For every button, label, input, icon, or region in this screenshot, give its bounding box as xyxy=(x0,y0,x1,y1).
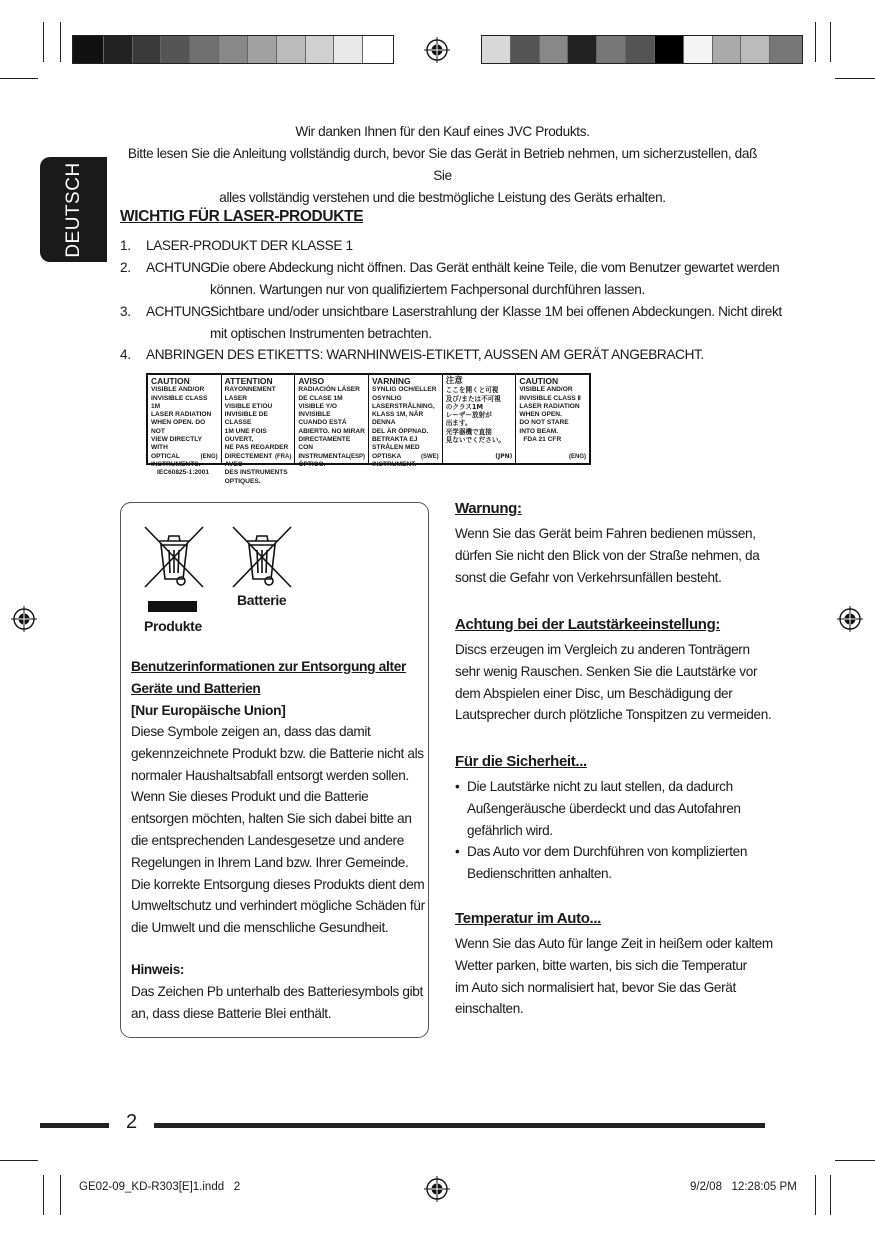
item-number: 2. xyxy=(120,260,131,275)
body-line: Regelungen in Ihrem Land bzw. Ihrer Gemeinde. xyxy=(131,854,409,870)
body-line: gekennzeichnete Produkt bzw. die Batterie nicht als xyxy=(131,745,424,761)
body-line: im Auto sich normalisiert hat, bevor Sie das Gerät xyxy=(455,979,736,995)
warning-label-line: DO NOT STARE xyxy=(519,419,569,427)
warning-label-line: INVISIBLE DE CLASSE xyxy=(224,411,268,427)
warning-label-line: OPTIQUES. xyxy=(224,477,261,485)
solid-bar-mark xyxy=(148,601,197,612)
warning-label-line: OSYNLIG xyxy=(372,394,402,402)
warning-label-cell xyxy=(369,375,443,468)
warning-label-line: OPTICAL INSTRUMENTS. xyxy=(151,452,201,468)
warning-label-line: DIRECTAMENTE xyxy=(298,436,351,444)
warning-label-line: KLASS 1M, NÄR DENNA xyxy=(372,411,424,427)
crop-mark xyxy=(815,1175,816,1215)
crop-mark xyxy=(835,1160,875,1161)
intro-line: Bitte lesen Sie die Anleitung vollständig durch, bevor Sie das Gerät in Betrieb nehmen, um sicherzustellen, daß Sie xyxy=(127,146,758,183)
warning-label-cell xyxy=(222,375,296,485)
warning-label-cell xyxy=(295,375,369,468)
intro-text xyxy=(120,121,765,209)
body-line: Die korrekte Entsorgung dieses Produkts dient dem xyxy=(131,876,425,892)
section-warnung xyxy=(455,500,767,588)
warning-label-line: 及び/または不可視 xyxy=(445,394,501,403)
laser-item-4 xyxy=(120,344,704,366)
warning-label-lang: (JPN) xyxy=(495,452,513,460)
warning-label-line: ABIERTO. NO MIRAR xyxy=(298,427,365,435)
section-heading: Für die Sicherheit... xyxy=(455,753,587,770)
body-line: Das Zeichen Pb unterhalb des Batteriesymbols gibt xyxy=(131,983,423,999)
item-number: 1. xyxy=(120,238,131,253)
crop-mark xyxy=(60,22,61,62)
body-line: entsorgen möchten, halten Sie sich dabei bitte an xyxy=(131,811,412,827)
warning-label-cell xyxy=(443,375,517,463)
warning-label-title: ATTENTION xyxy=(224,376,273,386)
warning-label-line: VISIBLE AND/OR xyxy=(519,386,573,394)
warning-label-title: AVISO xyxy=(298,376,325,386)
body-line: Lautsprecher durch plötzliche Tonspitzen zu vermeiden. xyxy=(455,707,772,723)
note-heading: Hinweis: xyxy=(131,962,185,977)
body-line: normaler Haushaltsabfall entsorgt werden sollen. xyxy=(131,767,409,783)
battery-label: Batterie xyxy=(237,592,287,608)
crop-mark xyxy=(60,1175,61,1215)
warning-label-title: 注意 xyxy=(445,376,463,386)
item-text: LASER-PRODUKT DER KLASSE 1 xyxy=(146,238,353,253)
body-line: Umweltschutz und verhindert mögliche Schäden für xyxy=(131,898,425,914)
crop-mark xyxy=(0,78,38,79)
body-line: Discs erzeugen im Vergleich zu anderen Tonträgern xyxy=(455,642,750,657)
warning-label-line: CUANDO ESTÁ xyxy=(298,419,347,427)
warning-label-line: RADIACIÓN LÁSER xyxy=(298,386,360,394)
warning-label-line: LASER RADIATION xyxy=(519,402,580,410)
crop-mark xyxy=(815,22,816,62)
body-line: Wenn Sie das Gerät beim Fahren bedienen müssen, xyxy=(455,526,756,541)
registration-mark-icon xyxy=(424,37,450,63)
footer-rule-left xyxy=(40,1123,109,1128)
warning-label-line: BETRAKTA EJ xyxy=(372,436,418,444)
disposal-heading-line: Geräte und Batterien xyxy=(131,680,261,696)
slug-file-name: GE02-09_KD-R303[E]1.indd 2 xyxy=(79,1181,241,1193)
registration-mark-icon xyxy=(424,1176,450,1202)
grayscale-color-bar xyxy=(72,35,394,64)
warning-label-line: WHEN OPEN. xyxy=(519,411,562,419)
item-text-cont: mit optischen Instrumenten betrachten. xyxy=(210,325,432,341)
section-heading: Achtung bei der Lautstärkeeinstellung: xyxy=(455,616,721,633)
crossed-out-wheelie-bin-icon xyxy=(141,523,207,591)
warning-label-line: DE CLASE 1M xyxy=(298,394,343,402)
intro-line: Wir danken Ihnen für den Kauf eines JVC Produkts. xyxy=(295,124,590,139)
language-tab-label: DEUTSCH xyxy=(62,161,84,258)
disposal-subheading: [Nur Europäische Union] xyxy=(131,702,286,718)
section-body xyxy=(455,776,767,885)
section-heading: Warnung: xyxy=(455,500,522,517)
body-line: gefährlich wird. xyxy=(467,822,553,838)
warning-label-line: INVISIBLE CLASS 1M xyxy=(151,394,208,410)
crossed-out-battery-bin-icon xyxy=(229,523,295,591)
body-line: sehr wenig Rauschen. Senken Sie die Lautstärke vor xyxy=(455,663,758,679)
section-sicherheit xyxy=(455,753,767,885)
warning-label-lang: (ENG) xyxy=(200,453,218,460)
section-body xyxy=(455,933,773,1020)
warning-label-line: INTO BEAM. xyxy=(519,427,559,435)
warning-label-lang: (ESP) xyxy=(349,453,366,460)
warning-label-line: INSTRUMENT. xyxy=(372,460,417,468)
bullet-item xyxy=(455,841,767,885)
warning-label-line: IEC60825-1:2001 xyxy=(157,469,210,477)
body-line: die Umwelt und die menschliche Gesundheit. xyxy=(131,920,389,936)
section-body xyxy=(455,639,772,726)
warning-label-line: VISIBLE ET/OU xyxy=(224,402,273,410)
item-text: Sichtbare und/oder unsichtbare Laserstrahlung der Klasse 1M bei offenen Abdeckungen. Nicht direkt xyxy=(210,304,782,319)
warning-label-cell xyxy=(516,375,589,463)
warning-label-line: レーザー放射が xyxy=(445,411,492,420)
registration-mark-icon xyxy=(11,606,37,632)
warning-label-line: SYNLIG OCH/ELLER xyxy=(372,386,437,394)
warning-label-line: VISIBLE Y/O INVISIBLE xyxy=(298,402,338,419)
section-body xyxy=(455,523,767,588)
slug-timestamp: 9/2/08 12:28:05 PM xyxy=(690,1181,797,1193)
warning-label-lang: (SWE) xyxy=(421,453,439,460)
warning-label-title: VARNING xyxy=(372,376,411,386)
laser-item-2 xyxy=(120,257,780,297)
body-line: Außengeräusche überdeckt und das Autofahren xyxy=(467,800,741,816)
body-line: sonst die Gefahr von Verkehrsunfällen besteht. xyxy=(455,569,722,585)
laser-heading: WICHTIG FÜR LASER-PRODUKTE xyxy=(120,208,364,225)
body-line: die entsprechenden Landesgesetze und andere xyxy=(131,832,404,848)
disposal-note xyxy=(131,959,427,1024)
warning-label-line: 1M UNE FOIS OUVERT, xyxy=(224,427,267,444)
warning-label-line: 光学器機で直接 xyxy=(445,427,492,436)
warning-label-line: RAYONNEMENT LASER xyxy=(224,386,276,402)
body-line: einschalten. xyxy=(455,1001,524,1017)
item-label: ACHTUNG: xyxy=(146,260,215,275)
warning-label-line: DIRECTEMENT AVEC xyxy=(224,452,273,468)
laser-warning-label xyxy=(146,373,591,485)
footer-rule-right xyxy=(154,1123,765,1128)
warning-label-line: VIEW DIRECTLY WITH xyxy=(151,436,202,452)
warning-label-line: 見ないでください。 xyxy=(445,436,506,445)
body-line: dürfen Sie nicht den Blick von der Straße nehmen, da xyxy=(455,547,760,563)
disposal-body xyxy=(131,721,427,939)
warning-label-line: LASER RADIATION xyxy=(151,411,212,419)
body-line: • Das Auto vor dem Durchführen von komplizierten xyxy=(467,844,748,860)
warning-label-line: STRÅLEN MED OPTISKA xyxy=(372,444,420,460)
crop-mark xyxy=(830,22,831,62)
body-line: • Die Lautstärke nicht zu laut stellen, da dadurch xyxy=(467,779,733,794)
warning-label-line: NE PAS REGARDER xyxy=(224,444,289,452)
body-line: an, dass diese Batterie Blei enthält. xyxy=(131,1005,332,1021)
intro-line: alles vollständig verstehen und die bestmögliche Leistung des Geräts erhalten. xyxy=(219,190,666,205)
crop-mark xyxy=(43,1175,44,1215)
warning-label-lang: (ENG) xyxy=(569,453,587,460)
body-line: Wenn Sie dieses Produkt und die Batterie xyxy=(131,789,369,805)
laser-item-3 xyxy=(120,301,782,341)
bullet-item xyxy=(455,776,767,841)
item-text-cont: können. Wartungen nur von qualifiziertem Fachpersonal durchführen lassen. xyxy=(210,281,645,297)
warning-label-title: CAUTION xyxy=(151,376,190,386)
warning-label-cell xyxy=(148,375,222,477)
disposal-heading-line: Benutzerinformationen zur Entsorgung alter xyxy=(131,659,407,674)
warning-label-line: CON INSTRUMENTAL xyxy=(298,444,350,460)
warning-label-line: ここを開くと可視 xyxy=(445,386,499,395)
body-line: Diese Symbole zeigen an, dass das damit xyxy=(131,724,371,739)
products-label: Produkte xyxy=(144,618,202,634)
warning-label-lang: (FRA) xyxy=(275,453,292,460)
body-line: Bedienschritten anhalten. xyxy=(467,866,612,882)
process-color-bar xyxy=(481,35,803,64)
body-line: Wenn Sie das Auto für lange Zeit in heißem oder kaltem xyxy=(455,936,773,951)
warning-label-line: 出ます。 xyxy=(445,419,472,428)
language-tab xyxy=(40,157,107,262)
crop-mark xyxy=(830,1175,831,1215)
warning-label-line: DEL ÄR ÖPPNAD. xyxy=(372,427,429,435)
warning-label-line: LASERSTRÅLNING, xyxy=(372,402,435,410)
warning-label-line: DES INSTRUMENTS xyxy=(224,469,288,477)
warning-label-line: VISIBLE AND/OR xyxy=(151,386,205,394)
crop-mark xyxy=(835,78,875,79)
body-line: Wetter parken, bitte warten, bis sich die Temperatur xyxy=(455,957,747,973)
body-line: dem Abspielen einer Disc, um Beschädigung der xyxy=(455,685,733,701)
item-number: 3. xyxy=(120,304,131,319)
item-text: ANBRINGEN DES ETIKETTS: WARNHINWEIS-ETIKETT, AUSSEN AM GERÄT ANGEBRACHT. xyxy=(146,347,704,362)
section-temperatur xyxy=(455,910,773,1020)
warning-label-line: のクラス1M xyxy=(445,402,484,411)
item-label: ACHTUNG: xyxy=(146,304,215,319)
laser-item-1 xyxy=(120,235,353,257)
item-text: Die obere Abdeckung nicht öffnen. Das Gerät enthält keine Teile, die vom Benutzer gewartet werden xyxy=(210,260,780,275)
warning-label-line: ÓPTICO. xyxy=(298,460,326,468)
section-heading: Temperatur im Auto... xyxy=(455,910,601,927)
page-number: 2 xyxy=(126,1111,138,1133)
section-lautstaerke xyxy=(455,616,772,726)
crop-mark xyxy=(0,1160,38,1161)
warning-label-line: FDA 21 CFR xyxy=(523,436,562,444)
crop-mark xyxy=(43,22,44,62)
disposal-info-box xyxy=(120,502,429,1038)
warning-label-title: CAUTION xyxy=(519,376,559,386)
disposal-heading xyxy=(131,656,426,721)
warning-label-line: INVISIBLE CLASS Ⅱ xyxy=(519,394,581,402)
warning-label-line: WHEN OPEN. DO NOT xyxy=(151,419,206,435)
item-number: 4. xyxy=(120,347,131,362)
registration-mark-icon xyxy=(837,606,863,632)
